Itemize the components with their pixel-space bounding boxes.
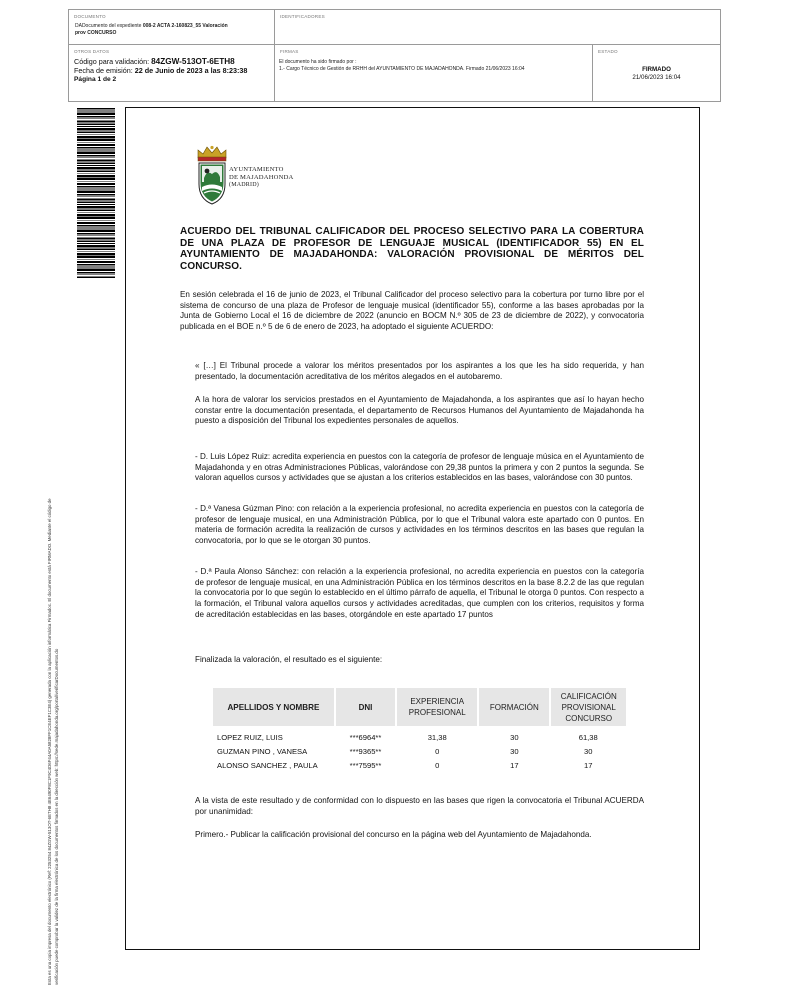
header-experiencia: EXPERIENCIA PROFESIONAL: [396, 688, 478, 726]
estado-label: ESTADO: [598, 49, 618, 54]
fecha-label: Fecha de emisión:: [74, 65, 133, 75]
cell-experiencia: 0: [435, 746, 440, 756]
firmas-line2: 1.- Cargo Técnico de Gestión de RRHH del AYUNTAMIENTO DE MAJADAHONDA. Firmado 21/06/2023 16:04: [279, 66, 525, 72]
table-row: [213, 759, 626, 773]
cell-name: GUZMAN PINO , VANESA: [217, 746, 308, 756]
header-apellidos: APELLIDOS Y NOMBRE: [213, 688, 335, 726]
firmas-line1: El documento ha sido firmado por :: [279, 59, 357, 65]
primero-paragraph: Primero.- Publicar la calificación provisional del concurso en la página web del Ayuntamiento de Majadahonda.: [195, 830, 592, 839]
results-header-row: [213, 688, 626, 726]
servicios-paragraph: A la hora de valorar los servicios prestados en el Ayuntamiento de Majadahonda, a los aspirantes que así lo hayan hecho constar entre la documentación presentada, el departamento de Recursos Humanos del Ayuntamiento de Majadahonda ha puesto a disposición del Tribunal los expedientes personales de aquellos.: [195, 395, 644, 426]
table-row: [213, 744, 626, 758]
otros-datos-label: OTROS DATOS: [74, 49, 110, 54]
vanesa-guzman-paragraph: - D.ª Vanesa Gúzman Pino: con relación a la experiencia profesional, no acredita experiencia en puestos con la categoría de profesor de lenguaje musical, en una Administración Pública, por lo que el Tribunal valora este apartado con 0 puntos. En materia de formación acredita la realización de cursos y actividades en los términos descritos en las bases que regulan la convocatoria, por lo que se le otorgan 30 puntos.: [195, 504, 644, 546]
document-metadata-box: [68, 9, 721, 102]
side-text-line1: Esta es una copia impresa del documento electrónico (Ref: 2253254 84ZGW-513OT-6ETH8 4E6490F8C1F9C4D6F44A0A5828FF1CE4EF1C3E4) generada con la aplicación informática Firmadoc. El documento está FIRMADO. Mediante el código de: [47, 498, 52, 985]
barcode: [77, 108, 115, 278]
codigo-value: 84ZGW-513OT-6ETH8: [151, 57, 235, 66]
cell-calificacion: 61,38: [578, 732, 598, 742]
header-dni: DNI: [335, 688, 396, 726]
logo-line2: DE MAJADAHONDA: [229, 173, 294, 181]
identificadores-cell: [275, 10, 720, 45]
quote-paragraph: « […] El Tribunal procede a valorar los méritos presentados por los aspirantes a los que les ha sido requerida, y han presentado, la documentación acreditativa de los méritos alegados en el autobaremo.: [195, 361, 644, 381]
fecha-value: 22 de Junio de 2023 a las 8:23:38: [134, 65, 248, 75]
cell-dni: ***9365**: [349, 746, 382, 756]
cell-calificacion: 30: [584, 746, 593, 756]
cell-experiencia: 31,38: [427, 732, 447, 742]
documento-line2: prov CONCURSO: [75, 29, 117, 36]
codigo-label: Código para validación:: [74, 57, 150, 66]
finalizada-paragraph: Finalizada la valoración, el resultado es el siguiente:: [195, 655, 383, 664]
identificadores-label: IDENTIFICADORES: [280, 14, 325, 19]
cell-dni: ***6964**: [349, 732, 382, 742]
estado-value: FIRMADO: [642, 66, 671, 73]
document-title: ACUERDO DEL TRIBUNAL CALIFICADOR DEL PROCESO SELECTIVO PARA LA COBERTURA DE UNA PLAZA DE PROFESOR DE LENGUAJE MUSICAL (IDENTIFICADOR 55) EN EL AYUNTAMIENTO DE MAJADAHONDA: VALORACIÓN PROVISIONAL DE MÉRITOS DEL CONCURSO.: [180, 226, 644, 272]
estado-date: 21/06/2023 16:04: [632, 74, 681, 81]
otros-datos-cell: [69, 45, 275, 101]
cell-calificacion: 17: [584, 761, 593, 771]
cell-formacion: 30: [510, 732, 519, 742]
logo-line1: AYUNTAMIENTO: [229, 166, 284, 173]
documento-label: DOCUMENTO: [74, 14, 106, 19]
intro-paragraph: En sesión celebrada el 16 de junio de 2023, el Tribunal Calificador del proceso selectivo para la cobertura por turno libre por el sistema de concurso de una plaza de Profesor de lenguaje musical (identificador 55), conforme a las bases aprobadas por la Junta de Gobierno Local el 16 de diciembre de 2022 (anuncio en BOCM N.º 305 de 23 de diciembre de 2022), y convocatoria publicada en el BOE n.º 5 de 6 de enero de 2023, ha adoptado el siguiente ACUERDO:: [180, 290, 644, 332]
logo-line3: (MADRID): [229, 182, 259, 189]
coat-of-arms-logo: [193, 144, 231, 206]
header-formacion: FORMACIÓN: [478, 688, 550, 726]
vista-paragraph: A la vista de este resultado y de conformidad con lo dispuesto en las bases que rigen la convocatoria el Tribunal ACUERDA por unanimidad:: [195, 796, 644, 816]
ayuntamiento-logo-text: [229, 166, 294, 190]
cell-formacion: 30: [510, 746, 519, 756]
documento-line1-bold: 008-2 ACTA 2-160823_55 Valoración: [142, 23, 228, 29]
cell-dni: ***7595**: [349, 761, 382, 771]
cell-name: ALONSO SANCHEZ , PAULA: [217, 761, 318, 771]
verification-side-text: [47, 285, 67, 985]
side-text-line2: verificación puede comprobar la validez de la firma electrónica de los documentos firmados en la dirección web: https://sede.majadahonda.org/portal/verificarDocumentos.do: [53, 648, 59, 985]
paula-alonso-paragraph: - D.ª Paula Alonso Sánchez: con relación a la experiencia profesional, no acredita experiencia en puestos con la categoría de profesor de lenguaje musical, en una Administración Pública en los términos descritos en la base 8.2.2 de las que regulan la convocatoria por lo que según lo establecido en el último párrafo de aquella, el Tribunal le otorga 0 puntos. Con respecto a la formación, el Tribunal valora aquellos cursos y actividades acreditadas, que cumplen con los criterios, requisitos y forma de acreditación establecidas en las bases, otorgándole en este apartado 17 puntos: [195, 567, 644, 619]
header-calificacion: CALIFICACIÓN PROVISIONAL CONCURSO: [550, 688, 626, 726]
pagina-indicator: Página 1 de 2: [74, 76, 117, 84]
cell-name: LOPEZ RUIZ, LUIS: [217, 732, 283, 742]
documento-line1: DADocumento del expediente: [75, 23, 142, 29]
firmas-label: FIRMAS: [280, 49, 299, 54]
estado-cell: [593, 45, 720, 101]
firmas-cell: [275, 45, 593, 101]
results-table: [213, 688, 626, 773]
documento-cell: [69, 10, 275, 45]
cell-experiencia: 0: [435, 761, 440, 771]
cell-formacion: 17: [510, 761, 519, 771]
table-row: [213, 730, 626, 744]
luis-lopez-paragraph: - D. Luis López Ruiz: acredita experiencia en puestos con la categoría de profesor de lenguaje música en el Ayuntamiento de Majadahonda y en otras Administraciones Públicas, valorándose con 29,38 puntos la primera y con 2 puntos la segunda. Se valoran aquellos cursos y actividades que se ajustan a los criterios establecidos en las bases, valorándose con 30 puntos.: [195, 452, 644, 483]
